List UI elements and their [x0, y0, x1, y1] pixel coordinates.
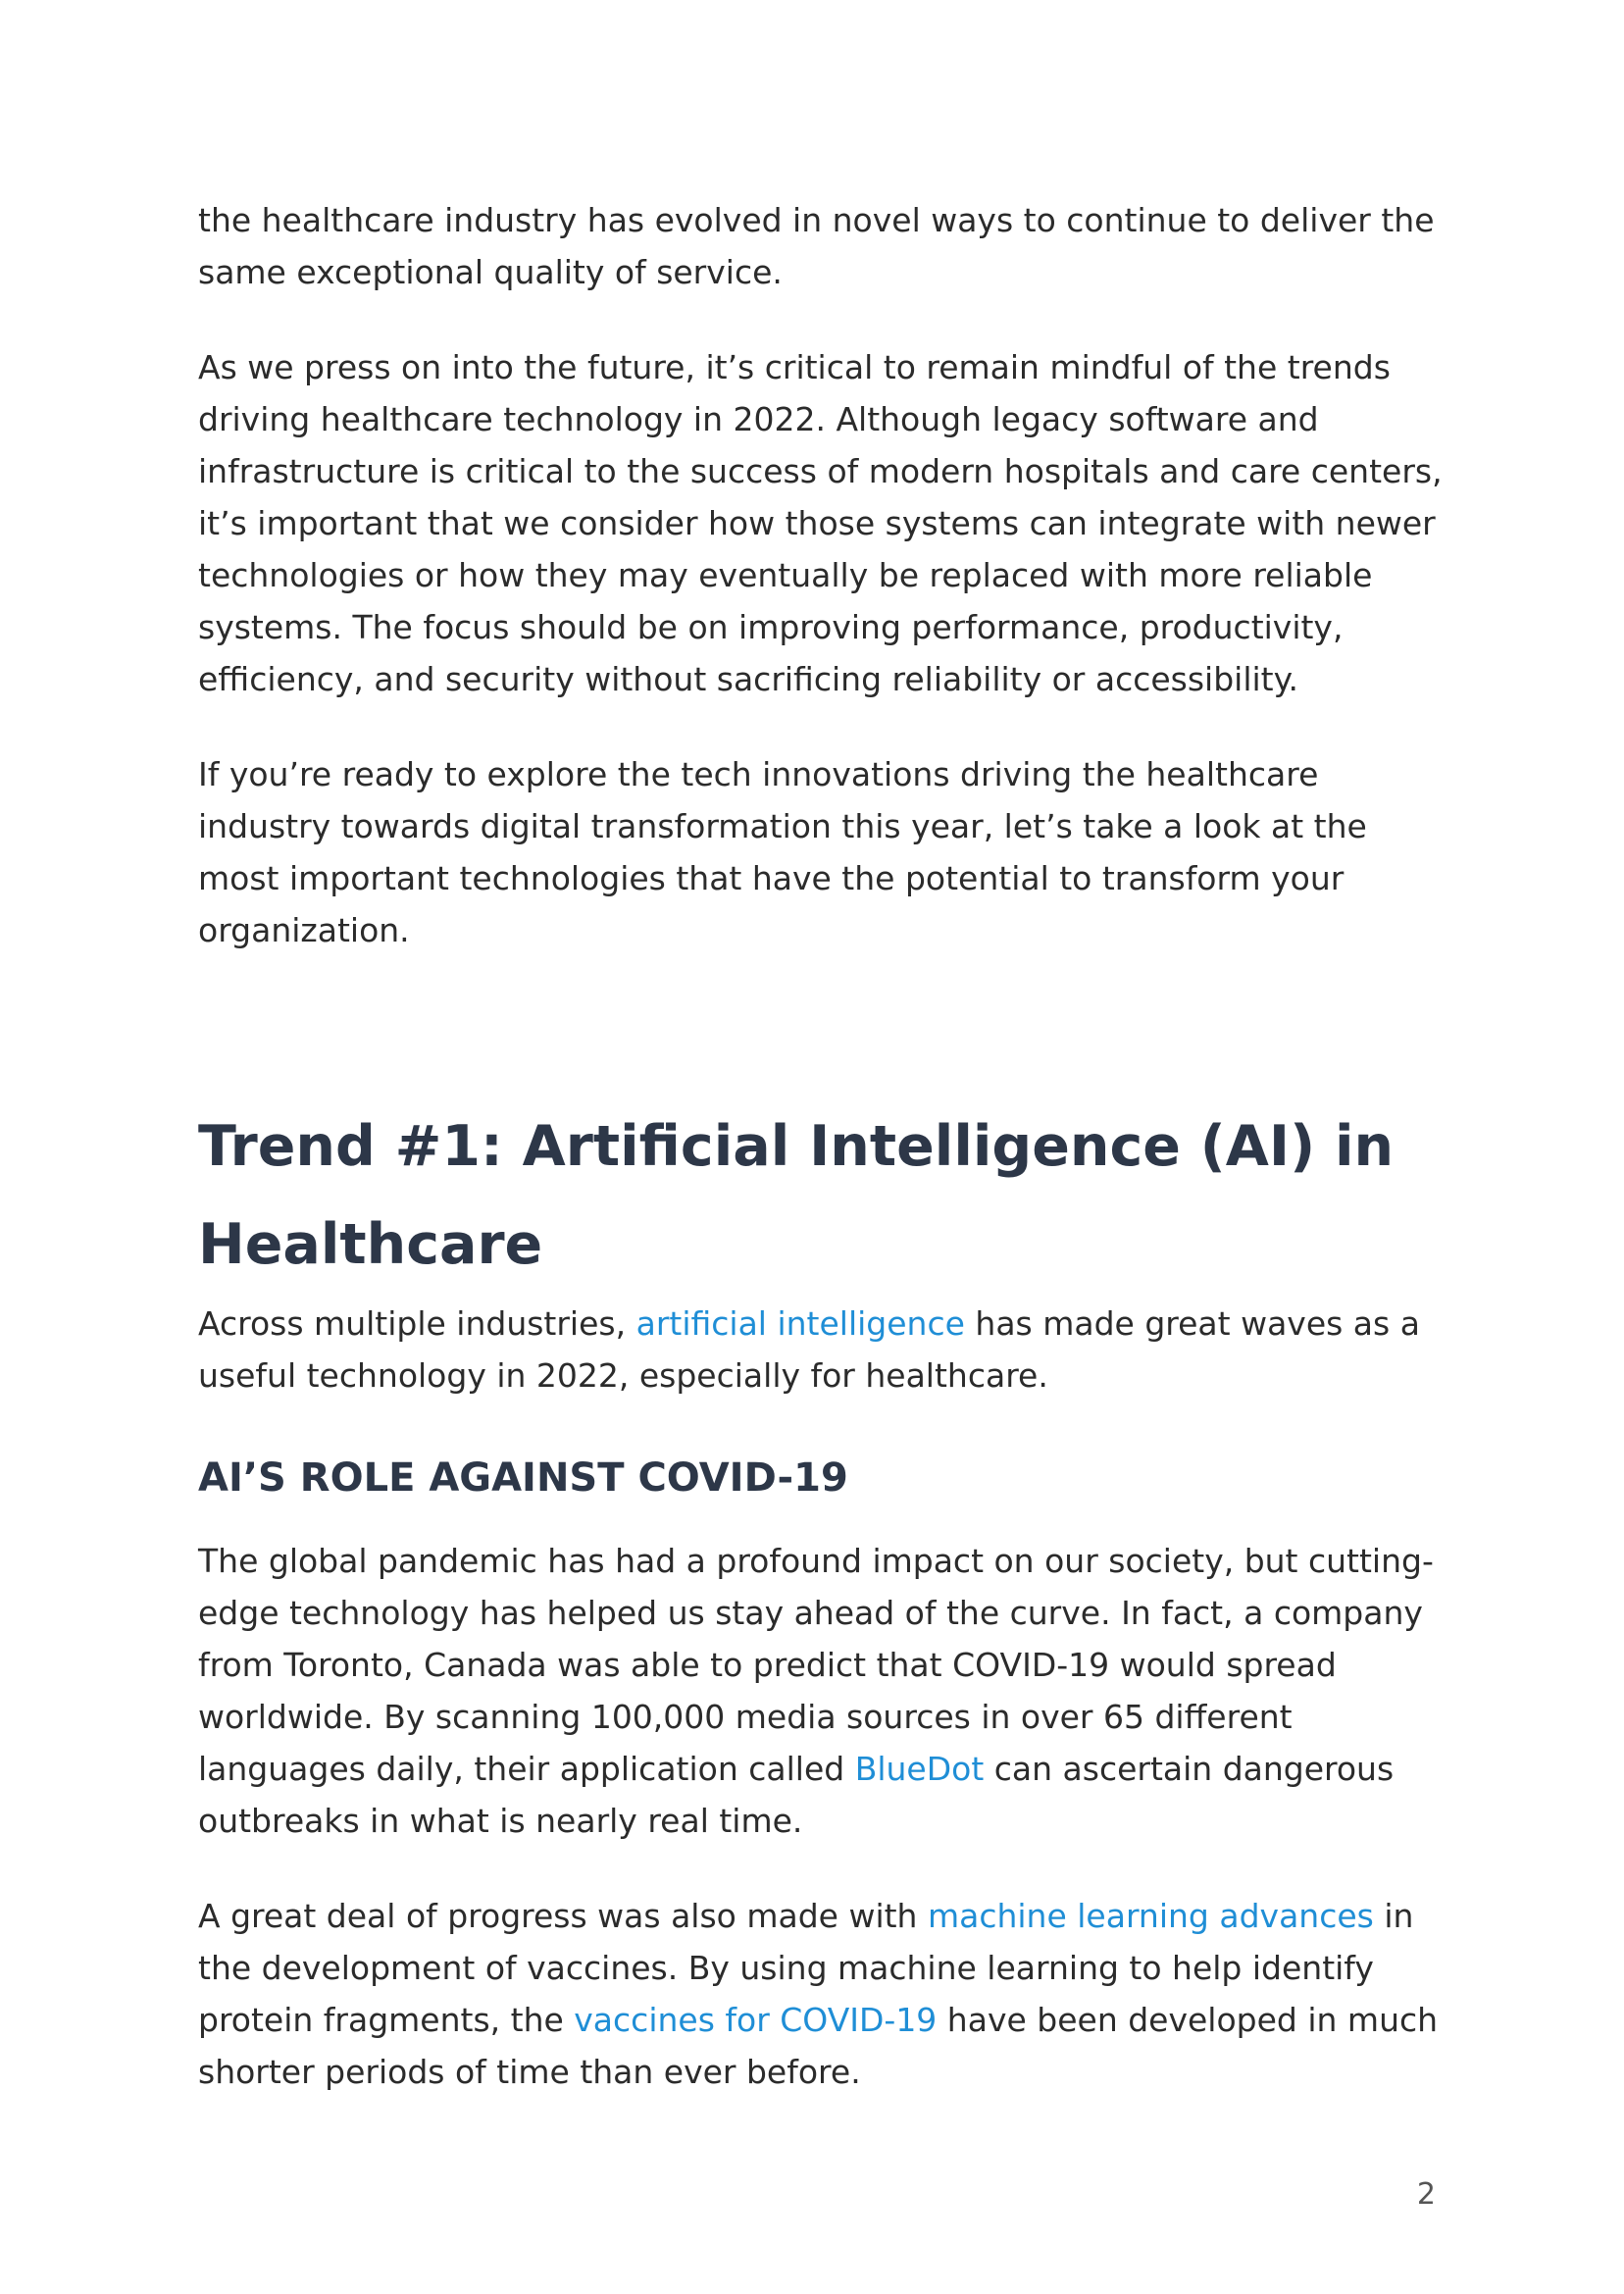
text-run: has made great waves as a useful technology in 2022, especially for healthcare.	[198, 1304, 1420, 1395]
machine-learning-advances-link[interactable]: machine learning advances	[927, 1897, 1374, 1935]
intro-paragraph-3: If you’re ready to explore the tech innovations driving the healthcare industry towards digital transformation this year, let’s take a look at the most important technologies that have the potential to transform your organization.	[198, 755, 1367, 949]
text-run: have been developed in much shorter periods of time than ever before.	[198, 2001, 1439, 2091]
page-number: 2	[1416, 2177, 1436, 2212]
vaccines-for-covid-link[interactable]: vaccines for COVID-19	[574, 2001, 938, 2039]
intro-paragraph-2: As we press on into the future, it’s critical to remain mindful of the trends driving healthcare technology in 2022. Although legacy software and infrastructure is critical to the success of modern hospitals and care centers, it’s important that we consider how those systems can integrate with newer technologies or how they may eventually be replaced with more reliable systems. The focus should be on improving performance, productivity, efficiency, and security without sacrificing reliability or accessibility.	[198, 348, 1443, 698]
covid-paragraph-2	[198, 1890, 1444, 2098]
bluedot-link[interactable]: BlueDot	[854, 1750, 985, 1788]
text-run: The global pandemic has had a profound impact on our society, but cutting-edge technology has helped us stay ahead of the curve. In fact, a company from Toronto, Canada was able to predict that COVID-19 would spread worldwide. By scanning 100,000 media sources in over 65 different languages daily, their application called	[198, 1542, 1434, 1788]
covid-paragraph-1	[198, 1535, 1444, 1847]
text-run: can ascertain dangerous outbreaks in what is nearly real time.	[198, 1750, 1395, 1840]
text-run: in the development of vaccines. By using machine learning to help identify protein fragments, the	[198, 1897, 1414, 2039]
trend-1-paragraph	[198, 1298, 1444, 1402]
text-run: A great deal of progress was also made with	[198, 1897, 928, 1935]
text-run: Across multiple industries,	[198, 1304, 636, 1343]
trend-1-heading: Trend #1: Artificial Intelligence (AI) in Healthcare	[198, 1114, 1395, 1277]
document-page	[198, 194, 1444, 2098]
intro-paragraph-1: the healthcare industry has evolved in novel ways to continue to deliver the same exceptional quality of service.	[198, 201, 1435, 291]
covid-section-heading: AI’S ROLE AGAINST COVID-19	[198, 1455, 848, 1501]
artificial-intelligence-link[interactable]: artificial intelligence	[635, 1304, 965, 1343]
